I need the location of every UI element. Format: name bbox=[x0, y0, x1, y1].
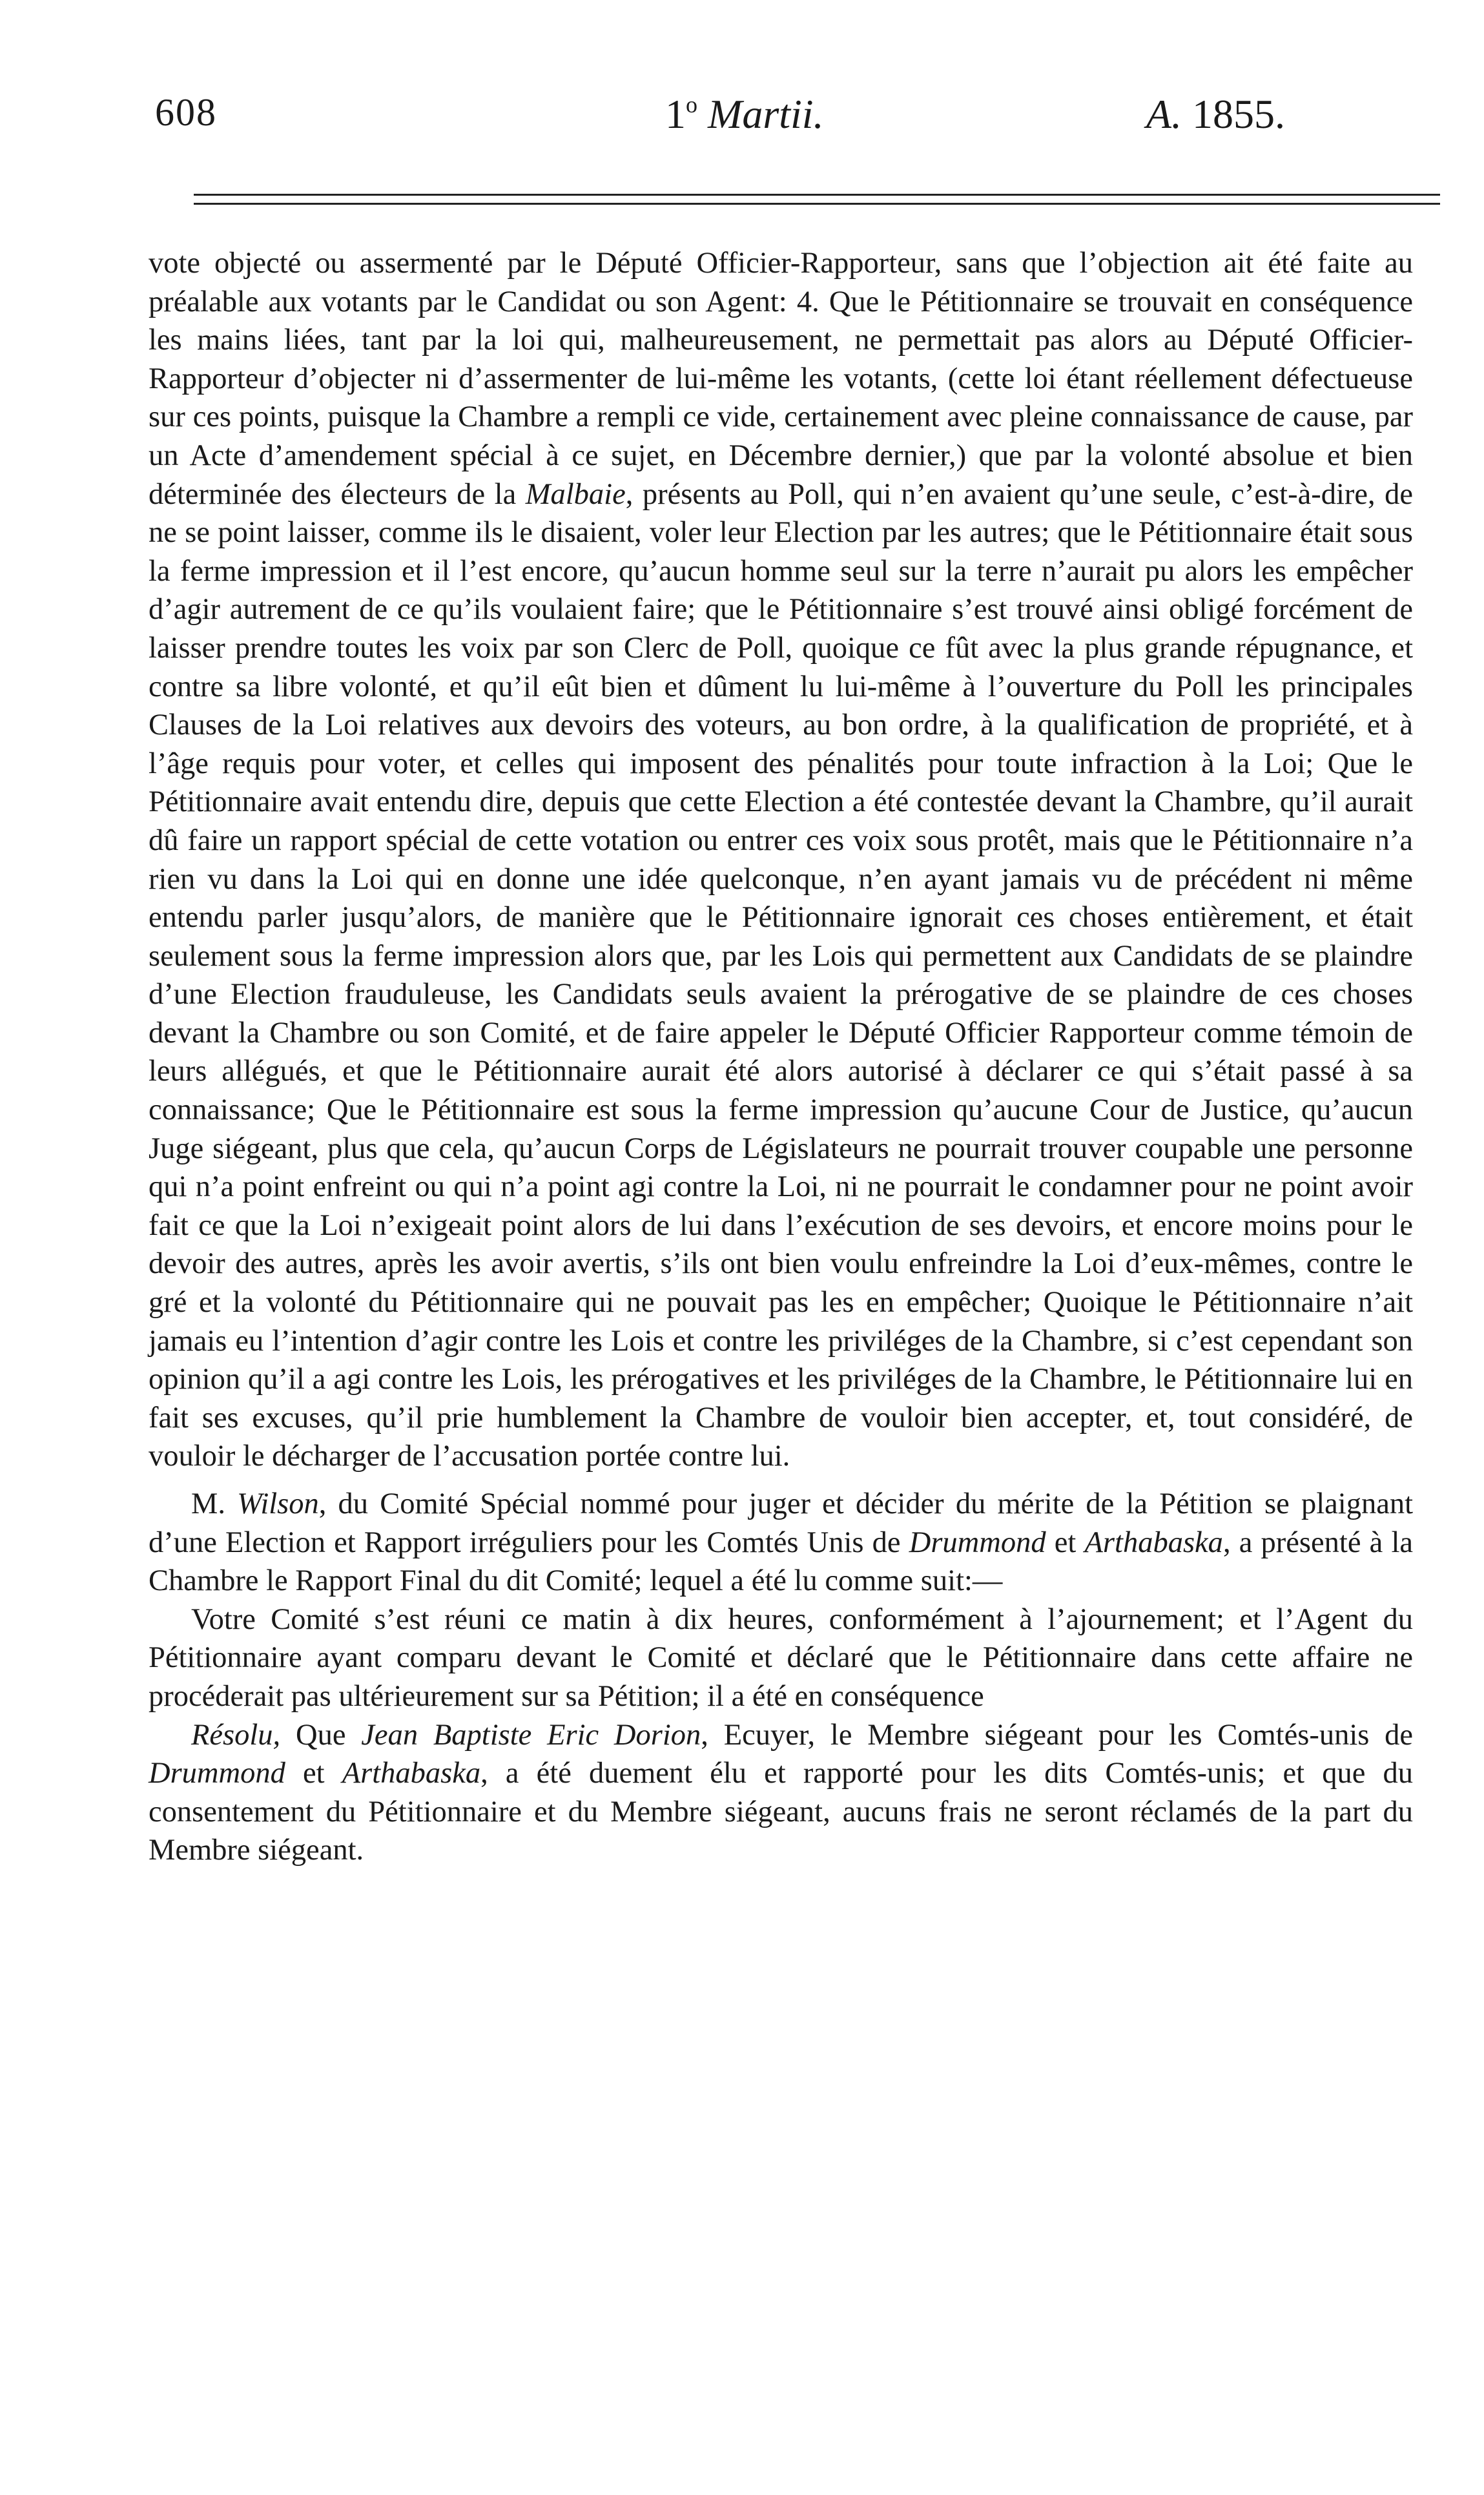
petition-continuation-paragraph bbox=[149, 244, 1413, 1476]
paragraph-text: Que bbox=[296, 1718, 346, 1752]
place-name: Drummond bbox=[909, 1526, 1046, 1559]
header-rule-bottom bbox=[194, 203, 1440, 205]
resolution-paragraph bbox=[149, 1716, 1413, 1870]
year-value: 1855. bbox=[1192, 91, 1285, 137]
member-name: Wilson bbox=[237, 1487, 319, 1520]
committee-meeting-paragraph bbox=[149, 1600, 1413, 1716]
date-month: Martii. bbox=[708, 91, 824, 137]
resolution-marker: Résolu, bbox=[191, 1718, 281, 1752]
paragraph-text: , présents au Poll, qui n’en avaient qu’une seule, c’est-à-dire, de ne se point laisser, comme ils le disaient, voler leur Election par les autres; que le Pétitionnaire était sous la ferme impression et il l’est encore, qu’aucun homme seul sur la terre n’aurait pu alors les empêcher d’agir autrement de ce qu’ils voulaient faire; que le Pétitionnaire s’est trouvé ainsi obligé forcément de laisser prendre toutes les voix par son Clerc de Poll, quoique ce fût avec la plus grande répugnance, et contre sa libre volonté, et qu’il eût bien et dûment lu lui-même à l’ouverture du Poll les principales Clauses de la Loi relatives aux devoirs des voteurs, au bon ordre, à la qualification de propriété, et à l’âge requis pour voter, et celles qui imposent des pénalités pour toute infraction à la Loi; Que le Pétitionnaire avait entendu dire, depuis que cette Election a été contestée devant la Chambre, qu’il aurait dû faire un rapport spécial de cette votation ou entrer ces voix sous protêt, mais que le Pétitionnaire n’a rien vu dans la Loi qui en donne une idée quelconque, n’en ayant jamais vu de précédent ni même entendu parler jusqu’alors, de manière que le Pétitionnaire ignorait ces choses entièrement, et était seulement sous la ferme impression alors que, par les Lois qui permettent aux Candidats de se plaindre d’une Election frauduleuse, les Candidats seuls avaient la prérogative de se plaindre de ces choses devant la Chambre ou son Comité, et de faire appeler le Député Officier Rapporteur comme témoin de leurs allégués, et que le Pétitionnaire aurait été alors autorisé à déclarer ce qui s’était passé à sa connaissance; Que le Pétitionnaire est sous la ferme impression qu’aucune Cour de Justice, qu’aucun Juge siégeant, plus que cela, qu’aucun Corps de Législateurs ne pourrait trouver coupable une personne qui n’a point enfreint ou qui n’a point agi contre la Loi, ni ne pourrait le condamner pour ne point avoir fait ce que la Loi n’exigeait point alors de lui dans l’exécution de ses devoirs, et encore moins pour le devoir des autres, après les avoir avertis, s’ils ont bien voulu enfreindre la Loi d’eux-mêmes, contre le gré et la volonté du Pétitionnaire qui ne pouvait pas les en empêcher; Quoique le Pétitionnaire n’ait jamais eu l’intention d’agir contre les Lois et contre les priviléges de la Chambre, si c’est cependant son opinion qu’il a agi contre les Lois, les prérogatives et les priviléges de la Chambre, le Pétitionnaire lui en fait ses excuses, qu’il prie humblement la Chambre de vouloir bien accepter, et, tout considéré, de vouloir le décharger de l’accusation portée contre lui. bbox=[149, 477, 1414, 1473]
date-day: 1 bbox=[665, 91, 686, 137]
committee-report-paragraph bbox=[149, 1485, 1413, 1600]
header-rule-top bbox=[194, 194, 1440, 196]
place-name: Drummond bbox=[149, 1757, 285, 1790]
paragraph-text: , du Comité Spécial nommé pour juger et décider du mérite de la Pétition se plaignant d’une Election et Rapport irréguliers pour les Comtés Unis de bbox=[149, 1487, 1414, 1559]
honorific: M. bbox=[191, 1487, 225, 1520]
page-header bbox=[155, 90, 1285, 142]
conjunction: et bbox=[302, 1757, 325, 1790]
conjunction: et bbox=[1054, 1526, 1077, 1559]
paragraph-text: , a présenté à la Chambre le Rapport Final du dit Comité; lequel a été lu comme suit:— bbox=[149, 1526, 1414, 1598]
place-name: Arthabaska bbox=[1084, 1526, 1223, 1559]
paragraph-text: Votre Comité s’est réuni ce matin à dix heures, conformément à l’ajournement; et l’Agent du Pétitionnaire ayant comparu devant le Comité et déclaré que le Pétitionnaire dans cette affaire ne procéderait pas ultérieurement sur sa Pétition; il a été en conséquence bbox=[149, 1602, 1413, 1713]
page-body bbox=[149, 244, 1413, 1870]
paragraph-text: , a été duement élu et rapporté pour les dits Comtés-unis; et que du consentement du Pétitionnaire et du Membre siégeant, aucuns frais ne seront réclamés de la part du Membre siégeant. bbox=[149, 1757, 1414, 1867]
place-name: Arthabaska bbox=[342, 1757, 481, 1790]
year-prefix: A. bbox=[1146, 91, 1182, 137]
page-number: 608 bbox=[155, 91, 217, 134]
member-name: Jean Baptiste Eric Dorion bbox=[361, 1718, 701, 1752]
paragraph-text: , Ecuyer, le Membre siégeant pour les Comtés-unis de bbox=[701, 1718, 1414, 1752]
date-ordinal: o bbox=[686, 92, 697, 118]
running-date bbox=[665, 90, 824, 138]
running-year bbox=[1146, 90, 1285, 138]
place-name: Malbaie bbox=[525, 477, 626, 511]
paragraph-text: vote objecté ou assermenté par le Député Officier-Rapporteur, sans que l’objection ait été faite au préalable aux votants par le Candidat ou son Agent: 4. Que le Pétitionnaire se trouvait en conséquence les mains liées, tant par la loi qui, malheureusement, ne permettait pas alors au Député Officier-Rapporteur d’objecter ni d’assermenter de lui-même les votants, (cette loi étant réellement défectueuse sur ces points, puisque la Chambre a rempli ce vide, certainement avec pleine connaissance de cause, par un Acte d’amendement spécial à ce sujet, en Décembre dernier,) que par la volonté absolue et bien déterminée des électeurs de la bbox=[149, 247, 1413, 511]
